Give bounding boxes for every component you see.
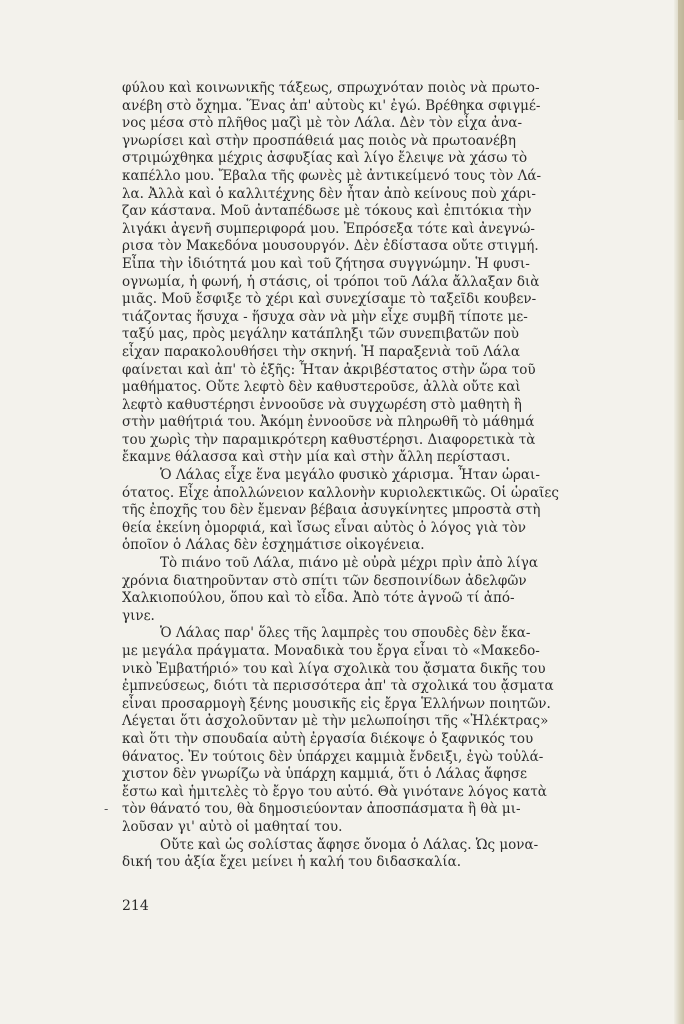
text-line: ἔκαμνε θάλασσα καὶ στὴν μία καὶ στὴν ἄλλη περίστασι. [122, 449, 511, 466]
text-line: λοῦσαν γι' αὐτὸ οἱ μαθηταί του. [122, 818, 343, 835]
text-line: λιγάκι ἀγενῆ συμπεριφορά μου. Ἐπρόσεξα τότε καὶ ἀνεγνώ- [122, 220, 535, 237]
text-line: ἔστω καὶ ἡμιτελὲς τὸ ἔργο του αὐτό. Θὰ γινότανε λόγος κατὰ [122, 783, 547, 800]
text-line: Ὁ Λάλας εἶχε ἕνα μεγάλο φυσικὸ χάρισμα. Ἦταν ὡραι- [160, 467, 540, 484]
text-line: ότατος. Εἶχε ἀπολλώνειον καλλονὴν κυριολεκτικῶς. Οἱ ὡραῖες [122, 484, 559, 501]
text-line: τὸν θάνατό του, θὰ δημοσιεύονταν ἀποσπάσματα ἢ θὰ μι- [122, 801, 521, 818]
text-line: τιάζοντας ἥσυχα - ἥσυχα σὰν νὰ μὴν εἶχε συμβῆ τίποτε με- [122, 308, 528, 325]
text-line: στριμώχθηκα μέχρις ἀσφυξίας καὶ λίγο ἔλειψε νὰ χάσω τὸ [122, 150, 528, 167]
text-line: στὴν μαθήτριά του. Ἀκόμη ἐννοοῦσε νὰ πληρωθῆ τὸ μάθημά [122, 414, 535, 431]
text-line: φαίνεται καὶ ἀπ' τὸ ἑξῆς: Ἦταν ἀκριβέστατος στὴν ὥρα τοῦ [122, 361, 536, 378]
text-line: ταξύ μας, πρὸς μεγάλην κατάπληξι τῶν συνεπιβατῶν ποὺ [122, 326, 519, 343]
paragraph [122, 555, 604, 625]
text-line: γνωρίσει καὶ στὴν προσπάθειά μας ποιὸς νὰ πρωτοανέβη [122, 132, 516, 149]
page-edge-shadow [674, 0, 684, 1024]
text-line: Εἶπα τὴν ἰδιότητά μου καὶ τοῦ ζήτησα συγγνώμην. Ἡ φυσι- [122, 255, 530, 272]
text-line: δική του ἀξία ἔχει μείνει ἡ καλή του διδασκαλία. [122, 854, 462, 871]
text-line: λεφτὸ καθυστέρησι ἐννοοῦσε νὰ συγχωρέση στὸ μαθητὴ ἢ [122, 396, 522, 413]
text-line: νος μέσα στὸ πλῆθος μαζὶ μὲ τὸν Λάλα. Δὲν τὸν εἶχα ἀνα- [122, 115, 523, 132]
text-line: καπέλλο μου. Ἔβαλα τῆς φωνὲς μὲ ἀντικείμενό τους τὸν Λά- [122, 167, 542, 184]
text-line: Ὁ Λάλας παρ' ὅλες τῆς λαμπρὲς του σπουδὲς δὲν ἔκα- [160, 625, 531, 642]
text-line: Οὔτε καὶ ὡς σολίστας ἄφησε ὄνομα ὁ Λάλας. Ὡς μονα- [160, 836, 539, 853]
text-line: νικὸ Ἐμβατήριό» του καὶ λίγα σχολικὰ του ᾄσματα δικῆς του [122, 660, 546, 677]
text-line: φύλου καὶ κοινωνικῆς τάξεως, σπρωχνόταν ποιὸς νὰ πρωτο- [122, 80, 540, 96]
paragraph [122, 837, 604, 872]
paragraph [122, 80, 604, 467]
text-line: ἐμπνεύσεως, διότι τὰ περισσότερα ἀπ' τὰ σχολικά του ᾄσματα [122, 678, 554, 695]
paragraph [122, 625, 604, 836]
page-edge-stain [678, 0, 684, 120]
text-line: του χωρὶς τὴν παραμικρότερη καθυστέρησι. Διαφορετικὰ τὰ [122, 431, 536, 448]
text-line: ζαν κάστανα. Μοῦ ἀνταπέδωσε μὲ τόκους καὶ ἐπιτόκια τὴν [122, 203, 532, 220]
text-line: εἶναι προσαρμογὴ ξένης μουσικῆς εἰς ἔργα Ἑλλήνων ποιητῶν. [122, 695, 551, 712]
body-text [122, 80, 604, 872]
text-line: χρόνια διατηροῦνταν στὸ σπίτι τῶν δεσποινίδων ἀδελφῶν [122, 572, 527, 589]
text-line: εἶχαν παρακολουθήσει τὴν σκηνή. Ἡ παραξενιὰ τοῦ Λάλα [122, 343, 520, 360]
text-line: θεία ἐκείνη ὀμορφιά, καὶ ἴσως εἶναι αὐτὸς ὁ λόγος γιὰ τὸν [122, 519, 526, 536]
text-line: Χαλκιοπούλου, ὅπου καὶ τὸ εἶδα. Ἀπὸ τότε ἀγνοῶ τί ἀπό- [122, 590, 515, 607]
text-line: με μεγάλα πράγματα. Μοναδικὰ του ἔργα εἶναι τὸ «Μακεδο- [122, 643, 540, 659]
text-line: Τὸ πιάνο τοῦ Λάλα, πιάνο μὲ οὐρὰ μέχρι πρὶν ἀπὸ λίγα [160, 555, 538, 572]
text-line: μαθήματος. Οὔτε λεφτὸ δὲν καθυστεροῦσε, ἀλλὰ οὔτε καὶ [122, 379, 521, 396]
paragraph [122, 467, 604, 555]
text-line: λα. Ἀλλὰ καὶ ὁ καλλιτέχνης δὲν ἦταν ἀπὸ κείνους ποὺ χάρι- [122, 185, 536, 202]
text-line: Λέγεται ὅτι ἀσχολοῦνταν μὲ τὴν μελωποίησι τῆς «Ἠλέκτρας» [122, 713, 549, 730]
page-number: 214 [122, 898, 149, 914]
text-line: χιστον δὲν γνωρίζω νὰ ὑπάρχη καμμιά, ὅτι ὁ Λάλας ἄφησε [122, 766, 528, 783]
text-line: ανέβη στὸ ὄχημα. Ἕνας ἀπ' αὐτοὺς κι' ἐγώ. Βρέθηκα σφιγμέ- [122, 97, 541, 114]
text-line: ὁποῖον ὁ Λάλας δὲν ἐσχημάτισε οἰκογένεια. [122, 537, 425, 554]
text-line: τῆς ἐποχῆς του δὲν ἔμεναν βέβαια ἀσυγκίνητες μπροστὰ στὴ [122, 502, 541, 519]
text-line: ογνωμία, ἡ φωνή, ἡ στάσις, οἱ τρόποι τοῦ Λάλα ἄλλαξαν διὰ [122, 273, 540, 290]
text-line: καὶ ὅτι τὴν σπουδαία αὐτὴ ἐργασία διέκοψε ὁ ξαφνικός του [122, 730, 534, 747]
margin-mark: - [104, 802, 109, 816]
text-line: ρισα τὸν Μακεδόνα μουσουργόν. Δὲν ἐδίστασα οὔτε στιγμή. [122, 238, 539, 255]
text-line: θάνατος. Ἐν τούτοις δὲν ὑπάρχει καμμιὰ ἔνδειξι, ἐγὼ τοὐλά- [122, 748, 544, 765]
text-line: μιᾶς. Μοῦ ἔσφιξε τὸ χέρι καὶ συνεχίσαμε τὸ ταξεῖδι κουβεν- [122, 291, 537, 308]
text-line: γινε. [122, 607, 155, 624]
